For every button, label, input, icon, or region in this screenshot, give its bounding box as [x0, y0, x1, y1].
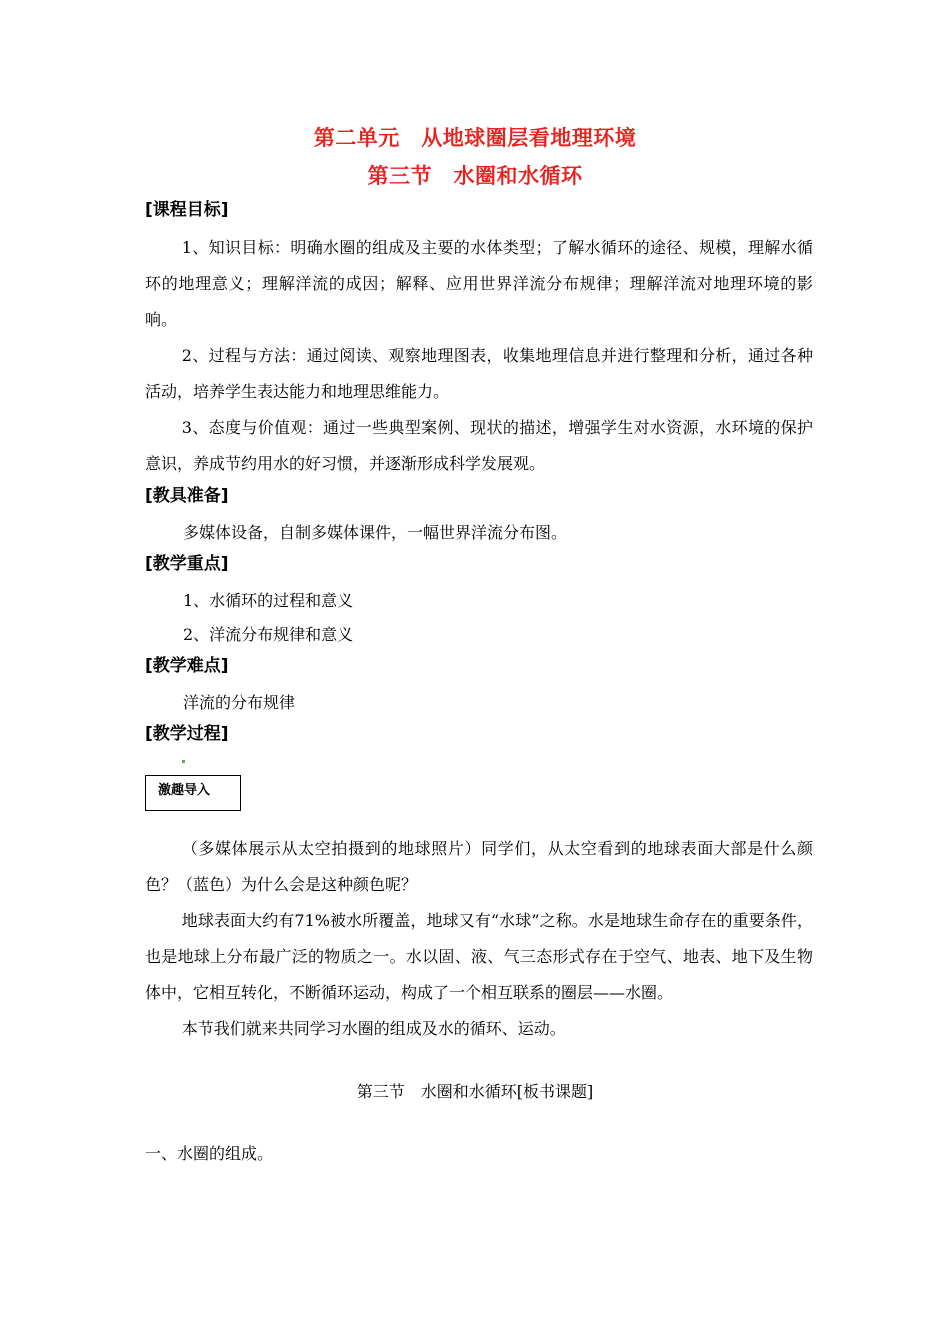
part-1-heading: 一、水圈的组成。 — [145, 1144, 274, 1163]
goals-knowledge: 1、知识目标：明确水圈的组成及主要的水体类型；了解水循环的途径、规模，理解水循环的地理意义；理解洋流的成因；解释、应用世界洋流分布规律；理解洋流对地理环境的影响。 — [145, 238, 813, 329]
board-title: 第三节 水圈和水循环[板书课题] — [356, 1082, 594, 1101]
tools-heading: [教具准备] — [145, 486, 229, 506]
intro-box-wrapper — [145, 763, 813, 831]
intro-box: 激趣导入 — [145, 775, 241, 811]
intro-paragraph-2: 地球表面大约有71%被水所覆盖，地球又有“水球”之称。水是地球生命存在的重要条件，也是地球上分布最广泛的物质之一。水以固、液、气三态形式存在于空气、地表、地下及生物体中，它相互转化，不断循环运动，构成了一个相互联系的圈层——水圈。 — [145, 911, 813, 1002]
difficult-text: 洋流的分布规律 — [183, 693, 296, 712]
tools-text: 多媒体设备，自制多媒体课件，一幅世界洋流分布图。 — [183, 523, 568, 542]
goals-attitude: 3、态度与价值观：通过一些典型案例、现状的描述，增强学生对水资源，水环境的保护意识，养成节约用水的好习惯，并逐渐形成科学发展观。 — [145, 418, 813, 473]
difficult-heading: [教学难点] — [145, 656, 229, 676]
key-point-1: 1、水循环的过程和意义 — [183, 591, 354, 610]
intro-paragraph-1: （多媒体展示从太空拍摄到的地球照片）同学们，从太空看到的地球表面大部是什么颜色？（蓝色）为什么会是这种颜色呢？ — [145, 839, 813, 894]
goals-process: 2、过程与方法：通过阅读、观察地理图表，收集地理信息并进行整理和分析，通过各种活动，培养学生表达能力和地理思维能力。 — [145, 346, 813, 401]
document-body — [145, 196, 813, 1171]
section-title: 第三节 水圈和水循环 — [367, 164, 583, 188]
process-heading: [教学过程] — [145, 724, 229, 744]
key-point-2: 2、洋流分布规律和意义 — [183, 625, 354, 644]
intro-paragraph-3: 本节我们就来共同学习水圈的组成及水的循环、运动。 — [181, 1019, 566, 1038]
key-points-heading: [教学重点] — [145, 554, 229, 574]
unit-title: 第二单元 从地球圈层看地理环境 — [313, 126, 637, 150]
goals-heading: [课程目标] — [145, 200, 229, 220]
